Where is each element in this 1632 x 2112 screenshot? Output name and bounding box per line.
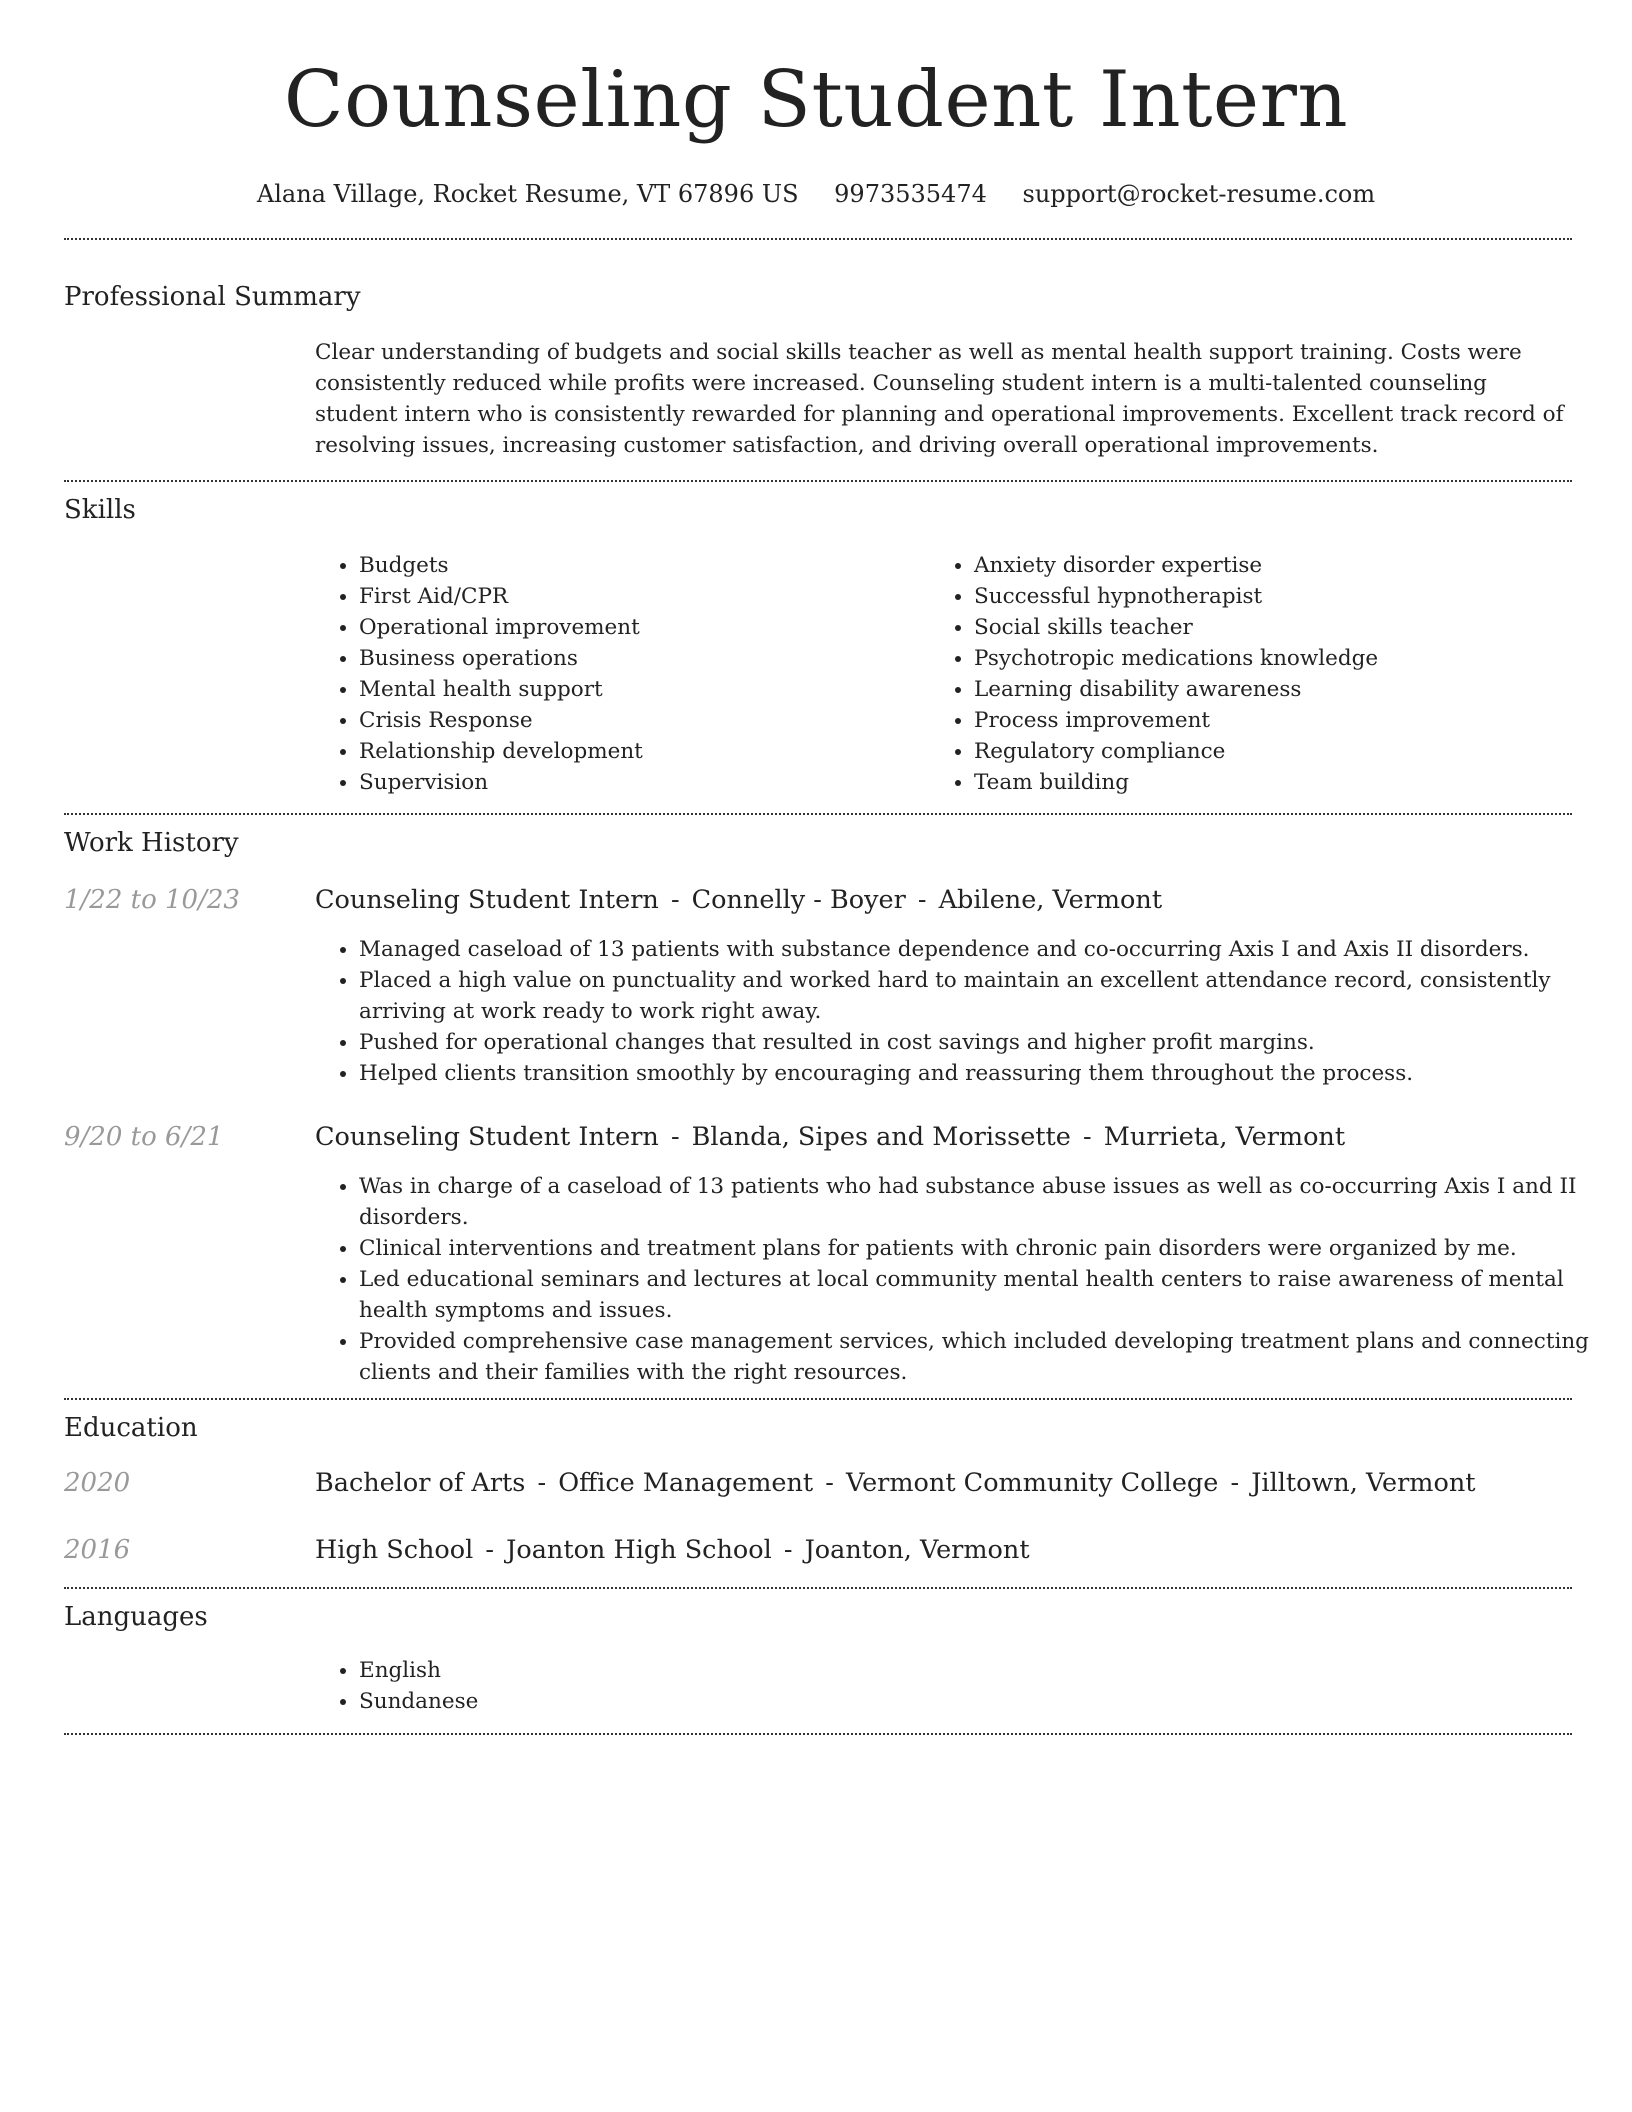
separator: -	[1082, 1122, 1092, 1152]
skill-item: • Business operations	[359, 643, 919, 674]
education-school: Vermont Community College	[846, 1468, 1219, 1498]
summary-section	[315, 337, 1565, 461]
candidate-name: Counseling Student Intern	[283, 55, 1349, 145]
job-location: Abilene, Vermont	[938, 885, 1163, 915]
separator: -	[537, 1468, 547, 1498]
summary-text: Clear understanding of budgets and social skills teacher as well as mental health support training. Costs were consistently reduced while profits were increased. Counseling student intern is a multi-talented counseling student intern who is consistently rewarded for planning and operational improvements. Excellent track record of resolving issues, increasing customer satisfaction, and driving overall operational improvements.	[315, 340, 1564, 458]
languages-heading: Languages	[64, 1602, 208, 1632]
separator: -	[485, 1535, 495, 1565]
skill-item: • Mental health support	[359, 674, 919, 705]
skill-item: • First Aid/CPR	[359, 581, 919, 612]
education-location: Joanton, Vermont	[804, 1535, 1030, 1565]
section-divider	[64, 1587, 1572, 1589]
summary-heading: Professional Summary	[64, 282, 361, 312]
education-degree: Bachelor of Arts	[315, 1468, 526, 1498]
skill-item: • Successful hypnotherapist	[974, 581, 1594, 612]
education-location: Jilltown, Vermont	[1251, 1468, 1476, 1498]
contact-phone: 9973535474	[834, 180, 987, 208]
job-bullets	[315, 934, 1599, 1089]
education-heading: Education	[64, 1413, 198, 1443]
section-divider	[64, 1398, 1572, 1400]
job-employer: Blanda, Sipes and Morissette	[691, 1122, 1071, 1152]
section-divider	[64, 813, 1572, 815]
separator: -	[670, 1122, 680, 1152]
resume-header	[0, 0, 1632, 210]
work-history-heading: Work History	[64, 828, 239, 858]
skill-item: • Learning disability awareness	[974, 674, 1594, 705]
skill-item: • Operational improvement	[359, 612, 919, 643]
job-bullet: • Was in charge of a caseload of 13 patients who had substance abuse issues as well as co-occurring Axis I and II disorders.	[359, 1171, 1599, 1233]
skill-item: • Supervision	[359, 767, 919, 798]
skill-item: • Budgets	[359, 550, 919, 581]
job-title-line	[315, 1120, 1345, 1154]
education-degree: High School	[315, 1535, 474, 1565]
skill-item: • Anxiety disorder expertise	[974, 550, 1594, 581]
section-divider	[64, 1733, 1572, 1735]
education-year: 2020	[64, 1468, 131, 1498]
job-dates: 1/22 to 10/23	[64, 885, 240, 915]
job-bullet: • Helped clients transition smoothly by encouraging and reassuring them throughout the process.	[359, 1058, 1599, 1089]
languages-list	[315, 1655, 1599, 1717]
separator: -	[1230, 1468, 1240, 1498]
contact-line	[0, 178, 1632, 210]
separator: -	[825, 1468, 834, 1498]
education-year: 2016	[64, 1535, 131, 1565]
section-divider	[64, 238, 1572, 240]
job-position: Counseling Student Intern	[315, 1122, 659, 1152]
job-bullets	[315, 1171, 1599, 1388]
skills-heading: Skills	[64, 495, 136, 525]
job-bullet: • Placed a high value on punctuality and worked hard to maintain an excellent attendance record, consistently arriving at work ready to work right away.	[359, 965, 1599, 1027]
job-bullet: • Clinical interventions and treatment plans for patients with chronic pain disorders were organized by me.	[359, 1233, 1599, 1264]
job-bullet: • Pushed for operational changes that resulted in cost savings and higher profit margins.	[359, 1027, 1599, 1058]
job-position: Counseling Student Intern	[315, 885, 659, 915]
skill-item: • Process improvement	[974, 705, 1594, 736]
skill-item: • Social skills teacher	[974, 612, 1594, 643]
language-item: • Sundanese	[359, 1686, 1599, 1717]
skill-item: • Team building	[974, 767, 1594, 798]
contact-email: support@rocket-resume.com	[1022, 180, 1376, 208]
education-field: Office Management	[558, 1468, 814, 1498]
job-location: Murrieta, Vermont	[1103, 1122, 1346, 1152]
job-bullet: • Provided comprehensive case management services, which included developing treatment plans and connecting clients and their families with the right resources.	[359, 1326, 1599, 1388]
job-employer: Connelly - Boyer	[691, 885, 906, 915]
contact-address: Alana Village, Rocket Resume, VT 67896 US	[256, 180, 799, 208]
skill-item: • Psychotropic medications knowledge	[974, 643, 1594, 674]
skill-item: • Regulatory compliance	[974, 736, 1594, 767]
job-bullet: • Led educational seminars and lectures at local community mental health centers to raise awareness of mental health symptoms and issues.	[359, 1264, 1599, 1326]
separator: -	[917, 885, 927, 915]
skill-item: • Crisis Response	[359, 705, 919, 736]
language-item: • English	[359, 1655, 1599, 1686]
job-title-line	[315, 883, 1162, 917]
section-divider	[64, 480, 1572, 482]
job-dates: 9/20 to 6/21	[64, 1122, 224, 1152]
education-line	[315, 1466, 1476, 1500]
skill-item: • Relationship development	[359, 736, 919, 767]
separator: -	[670, 885, 680, 915]
job-bullet: • Managed caseload of 13 patients with substance dependence and co-occurring Axis I and Axis II disorders.	[359, 934, 1599, 965]
education-line	[315, 1533, 1030, 1567]
education-school: Joanton High School	[506, 1535, 772, 1565]
skills-list-left	[315, 550, 919, 798]
separator: -	[783, 1535, 793, 1565]
skills-list-right	[930, 550, 1594, 798]
